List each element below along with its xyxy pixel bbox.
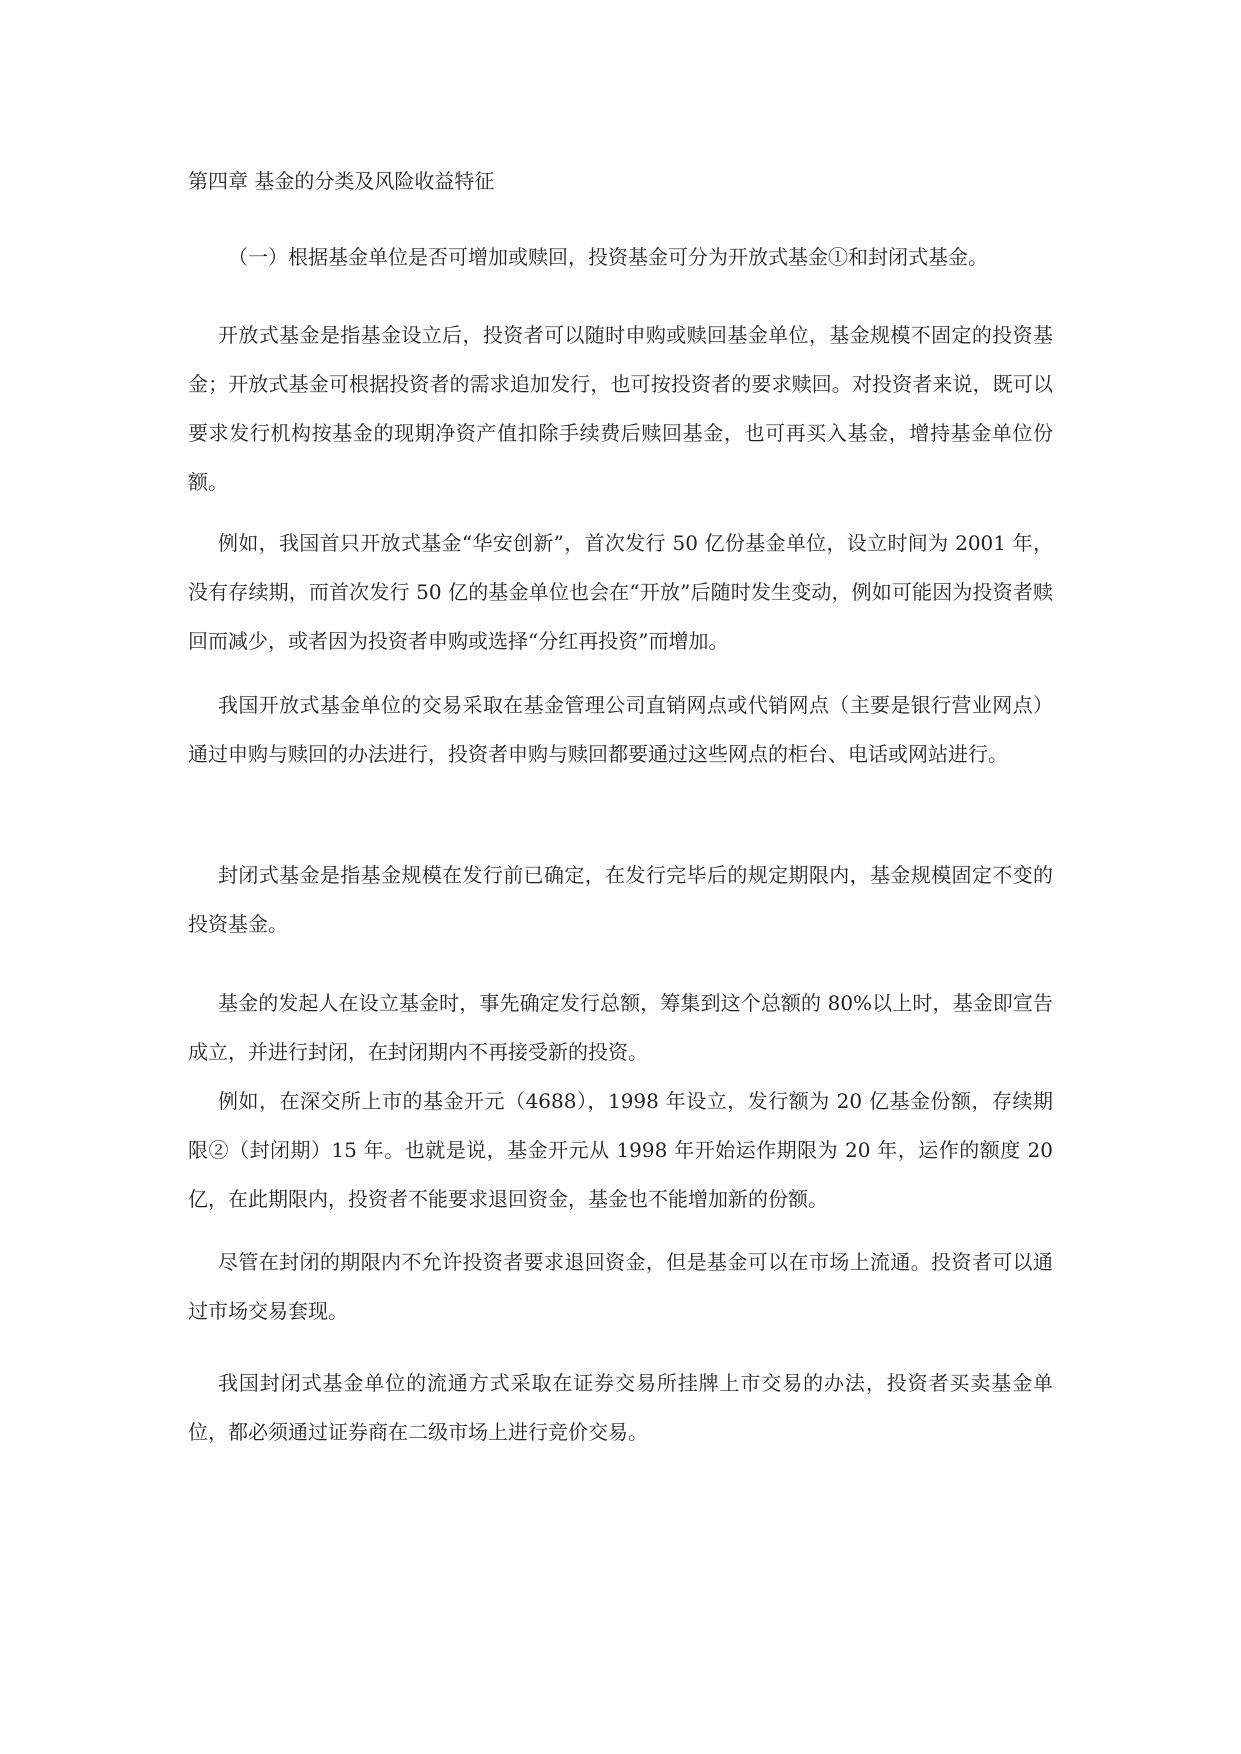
paragraph-closed-end-trading: 我国封闭式基金单位的流通方式采取在证券交易所挂牌上市交易的办法，投资者买卖基金单位，都必须通过证券商在二级市场上进行竞价交易。 <box>188 1371 1053 1444</box>
paragraph-fund-establishment: 基金的发起人在设立基金时，事先确定发行总额，筹集到这个总额的 80%以上时，基金即宣告成立，并进行封闭，在封闭期内不再接受新的投资。 <box>188 991 1053 1064</box>
chapter-title: 第四章 基金的分类及风险收益特征 <box>188 169 495 193</box>
paragraph-open-end-trading: 我国开放式基金单位的交易采取在基金管理公司直销网点或代销网点（主要是银行营业网点）通过申购与赎回的办法进行，投资者申购与赎回都要通过这些网点的柜台、电话或网站进行。 <box>188 693 1053 766</box>
section-heading-paragraph: （一）根据基金单位是否可增加或赎回，投资基金可分为开放式基金①和封闭式基金。 <box>228 245 988 269</box>
paragraph-open-end-fund-definition: 开放式基金是指基金设立后，投资者可以随时申购或赎回基金单位，基金规模不固定的投资基金；开放式基金可根据投资者的需求追加发行，也可按投资者的要求赎回。对投资者来说，既可以要求发行机构按基金的现期净资产值扣除手续费后赎回基金，也可再买入基金，增持基金单位份额。 <box>188 323 1053 494</box>
paragraph-market-circulation: 尽管在封闭的期限内不允许投资者要求退回资金，但是基金可以在市场上流通。投资者可以通过市场交易套现。 <box>188 1250 1053 1323</box>
paragraph-huaan-example: 例如，我国首只开放式基金“华安创新”，首次发行 50 亿份基金单位，设立时间为 2001 年，没有存续期，而首次发行 50 亿的基金单位也会在“开放”后随时发生变动，例如可能因为投资者赎回而减少，或者因为投资者申购或选择“分红再投资”而增加。 <box>188 531 1053 653</box>
paragraph-kaiyuan-example: 例如，在深交所上市的基金开元（4688），1998 年设立，发行额为 20 亿基金份额，存续期限②（封闭期）15 年。也就是说，基金开元从 1998 年开始运作期限为 20 年，运作的额度 20 亿，在此期限内，投资者不能要求退回资金，基金也不能增加新的份额。 <box>188 1089 1053 1211</box>
paragraph-closed-end-fund-definition: 封闭式基金是指基金规模在发行前已确定，在发行完毕后的规定期限内，基金规模固定不变的投资基金。 <box>188 863 1053 936</box>
